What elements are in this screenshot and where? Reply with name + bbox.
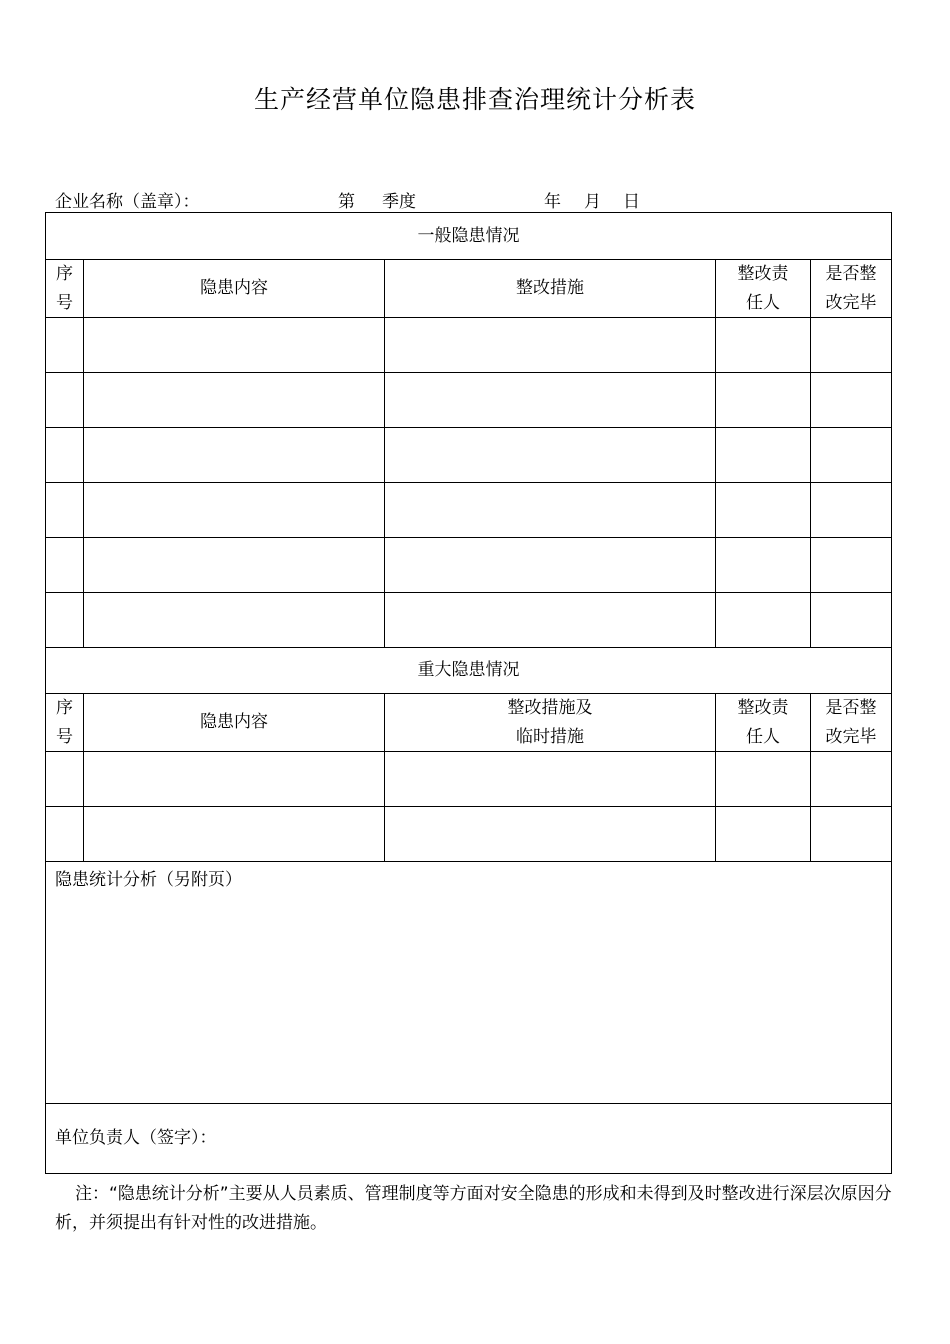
general-row-4-cell-3[interactable] (384, 482, 715, 537)
general-row-6-cell-3[interactable] (384, 592, 715, 647)
major-row-1-cell-4[interactable] (715, 751, 810, 806)
major-section-title (45, 647, 892, 693)
major-header-content-text: 隐患内容 (200, 712, 268, 732)
general-section-title-text: 一般隐患情况 (417, 225, 520, 246)
general-row-2-cell-3[interactable] (384, 372, 715, 427)
general-header-content (83, 259, 384, 317)
general-row-5-cell-1[interactable] (45, 537, 83, 592)
major-header-measures (384, 693, 715, 751)
general-row-4-cell-2[interactable] (83, 482, 384, 537)
major-header-person-text: 整改责任人 (737, 697, 789, 747)
general-header-person (715, 259, 810, 317)
month-label: 月 (584, 192, 601, 212)
general-row-2-cell-4[interactable] (715, 372, 810, 427)
major-row-1-cell-5[interactable] (810, 751, 892, 806)
major-header-person (715, 693, 810, 751)
major-header-measures-text: 整改措施及临时措施 (507, 697, 593, 747)
major-row-1-cell-2[interactable] (83, 751, 384, 806)
general-row-4-cell-4[interactable] (715, 482, 810, 537)
major-row-2-cell-1[interactable] (45, 806, 83, 861)
signer-row[interactable] (45, 1103, 892, 1174)
general-row-1-cell-1[interactable] (45, 317, 83, 372)
general-header-measures (384, 259, 715, 317)
major-row-2-cell-4[interactable] (715, 806, 810, 861)
general-row-4-cell-1[interactable] (45, 482, 83, 537)
general-header-no-text: 序号 (56, 263, 73, 313)
quarter-suffix: 季度 (382, 192, 416, 212)
year-label: 年 (544, 192, 561, 212)
general-row-1-cell-4[interactable] (715, 317, 810, 372)
major-header-no (45, 693, 83, 751)
general-header-measures-text: 整改措施 (516, 278, 584, 298)
major-row-2-cell-3[interactable] (384, 806, 715, 861)
general-row-2-cell-5[interactable] (810, 372, 892, 427)
footnote: 注：“隐患统计分析”主要从人员素质、管理制度等方面对安全隐患的形成和未得到及时整改进行深层次原因分析，并须提出有针对性的改进措施。 (55, 1184, 892, 1233)
general-row-4-cell-5[interactable] (810, 482, 892, 537)
day-label: 日 (623, 192, 640, 212)
general-row-3-cell-2[interactable] (83, 427, 384, 482)
general-row-5-cell-3[interactable] (384, 537, 715, 592)
general-row-5-cell-5[interactable] (810, 537, 892, 592)
general-row-3-cell-4[interactable] (715, 427, 810, 482)
general-row-5-cell-4[interactable] (715, 537, 810, 592)
general-row-2-cell-2[interactable] (83, 372, 384, 427)
major-row-1-cell-1[interactable] (45, 751, 83, 806)
general-row-6-cell-5[interactable] (810, 592, 892, 647)
signer-row-text: 单位负责人（签字）： (55, 1128, 217, 1148)
general-row-6-cell-4[interactable] (715, 592, 810, 647)
general-header-person-text: 整改责任人 (737, 263, 789, 313)
page-title: 生产经营单位隐患排查治理统计分析表 (253, 85, 696, 114)
general-header-no (45, 259, 83, 317)
general-row-5-cell-2[interactable] (83, 537, 384, 592)
general-row-3-cell-3[interactable] (384, 427, 715, 482)
major-section-title-text: 重大隐患情况 (417, 660, 520, 680)
hazard-table (45, 212, 892, 1174)
major-header-no-text: 序号 (56, 697, 73, 747)
general-header-content-text: 隐患内容 (200, 278, 268, 298)
general-row-1-cell-5[interactable] (810, 317, 892, 372)
major-header-done-text: 是否整改完毕 (825, 697, 877, 747)
major-row-2-cell-5[interactable] (810, 806, 892, 861)
major-header-done (810, 693, 892, 751)
general-header-done (810, 259, 892, 317)
major-row-1-cell-3[interactable] (384, 751, 715, 806)
general-section-title (45, 212, 892, 259)
major-header-content (83, 693, 384, 751)
general-row-1-cell-3[interactable] (384, 317, 715, 372)
quarter-prefix: 第 (338, 192, 355, 212)
general-row-6-cell-2[interactable] (83, 592, 384, 647)
general-row-3-cell-1[interactable] (45, 427, 83, 482)
general-row-2-cell-1[interactable] (45, 372, 83, 427)
general-header-done-text: 是否整改完毕 (825, 263, 877, 313)
general-row-6-cell-1[interactable] (45, 592, 83, 647)
company-name-label: 企业名称（盖章）： (55, 192, 200, 212)
general-row-1-cell-2[interactable] (83, 317, 384, 372)
major-row-2-cell-2[interactable] (83, 806, 384, 861)
analysis-box[interactable] (45, 861, 892, 1103)
analysis-box-text: 隐患统计分析（另附页） (55, 870, 242, 890)
general-row-3-cell-5[interactable] (810, 427, 892, 482)
